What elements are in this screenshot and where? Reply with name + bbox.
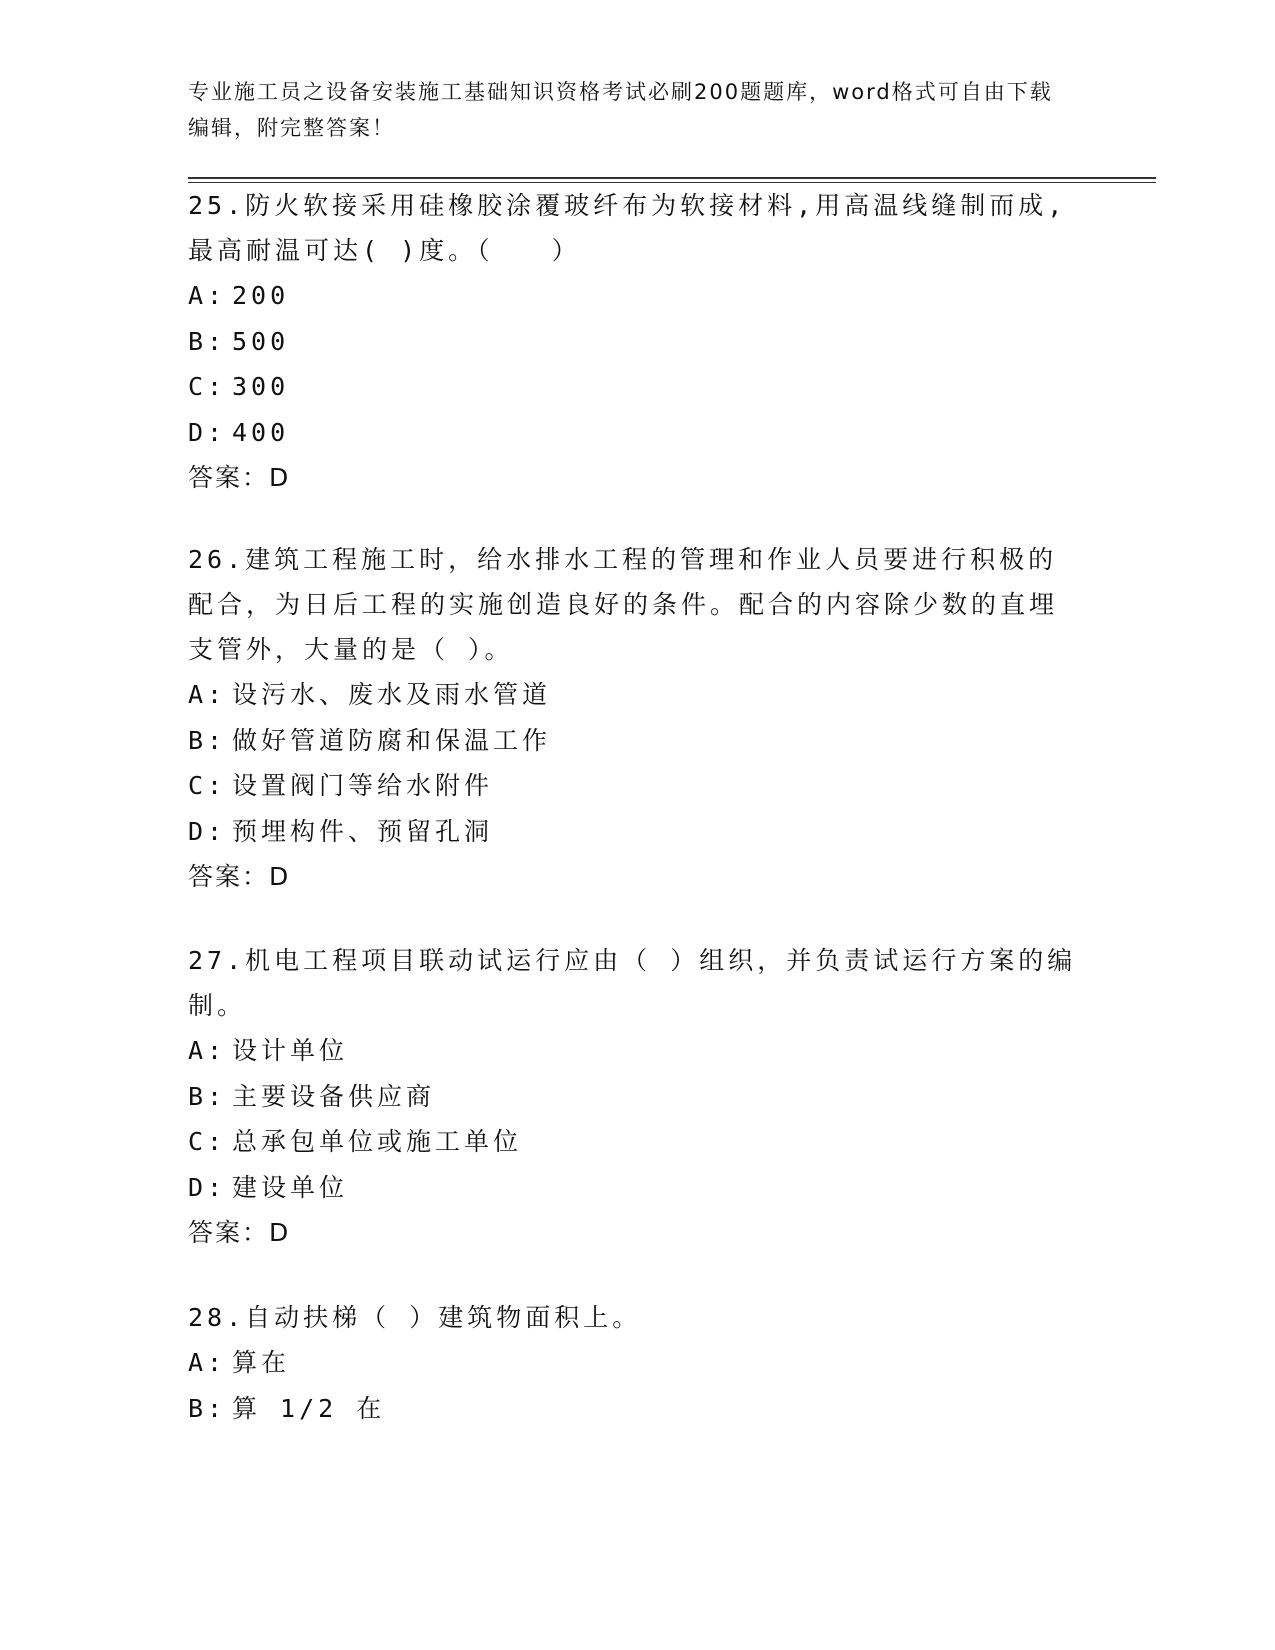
question-stem: 27.机电工程项目联动试运行应由（ ）组织，并负责试运行方案的编制。 — [188, 946, 1077, 1020]
option-b — [188, 1074, 1078, 1120]
option-text: 300 — [232, 372, 290, 401]
option-text: 设计单位 — [232, 1036, 349, 1065]
option-c — [188, 1119, 1078, 1165]
option-text: 建设单位 — [232, 1172, 349, 1202]
question-25 — [188, 183, 1078, 500]
header-divider — [188, 177, 1156, 179]
question-28 — [188, 1295, 1078, 1431]
option-a — [188, 672, 1078, 718]
option-d — [188, 1165, 1078, 1211]
question-stem: 26.建筑工程施工时，给水排水工程的管理和作业人员要进行积极的配合，为日后工程的实施创造良好的条件。配合的内容除少数的直埋支管外，大量的是（ ）。 — [188, 545, 1059, 664]
option-letter: B: — [188, 1393, 227, 1423]
answer-label: 答案：D — [188, 862, 291, 891]
question-27 — [188, 938, 1078, 1255]
option-letter: A: — [188, 1348, 227, 1377]
answer-label: 答案：D — [188, 463, 291, 492]
option-a — [188, 273, 1078, 319]
option-letter: C: — [188, 372, 227, 401]
option-letter: C: — [188, 1127, 227, 1156]
option-letter: D: — [188, 816, 227, 846]
answer-label: 答案：D — [188, 1218, 291, 1247]
question-26 — [188, 537, 1078, 899]
option-b — [188, 319, 1078, 365]
option-text: 主要设备供应商 — [232, 1081, 436, 1111]
option-a — [188, 1028, 1078, 1074]
option-text: 200 — [232, 281, 290, 310]
option-letter: B: — [188, 326, 227, 356]
option-letter: A: — [188, 680, 227, 709]
option-text: 500 — [232, 326, 290, 356]
option-text: 算 1/2 在 — [232, 1393, 386, 1423]
option-letter: A: — [188, 281, 227, 310]
option-letter: D: — [188, 1172, 227, 1202]
question-stem: 28.自动扶梯（ ）建筑物面积上。 — [188, 1303, 642, 1332]
question-stem: 25.防火软接采用硅橡胶涂覆玻纤布为软接材料,用高温线缝制而成,最高耐温可达( )度。（ ） — [188, 191, 1067, 265]
option-c — [188, 763, 1078, 809]
option-text: 400 — [232, 417, 290, 447]
option-letter: D: — [188, 417, 227, 447]
option-letter: A: — [188, 1036, 227, 1065]
option-letter: C: — [188, 771, 227, 800]
option-letter: B: — [188, 1081, 227, 1111]
document-intro: 专业施工员之设备安装施工基础知识资格考试必刷200题题库，word格式可自由下载编辑，附完整答案！ — [188, 80, 1053, 140]
option-text: 设置阀门等给水附件 — [232, 771, 494, 800]
option-text: 做好管道防腐和保温工作 — [232, 725, 552, 755]
option-text: 总承包单位或施工单位 — [232, 1127, 523, 1156]
option-b — [188, 718, 1078, 764]
option-text: 设污水、废水及雨水管道 — [232, 680, 552, 709]
option-text: 预埋构件、预留孔洞 — [232, 816, 494, 846]
option-a — [188, 1340, 1078, 1386]
option-letter: B: — [188, 725, 227, 755]
option-d — [188, 410, 1078, 456]
option-d — [188, 809, 1078, 855]
option-c — [188, 364, 1078, 410]
option-text: 算在 — [232, 1348, 291, 1377]
option-b — [188, 1386, 1078, 1432]
